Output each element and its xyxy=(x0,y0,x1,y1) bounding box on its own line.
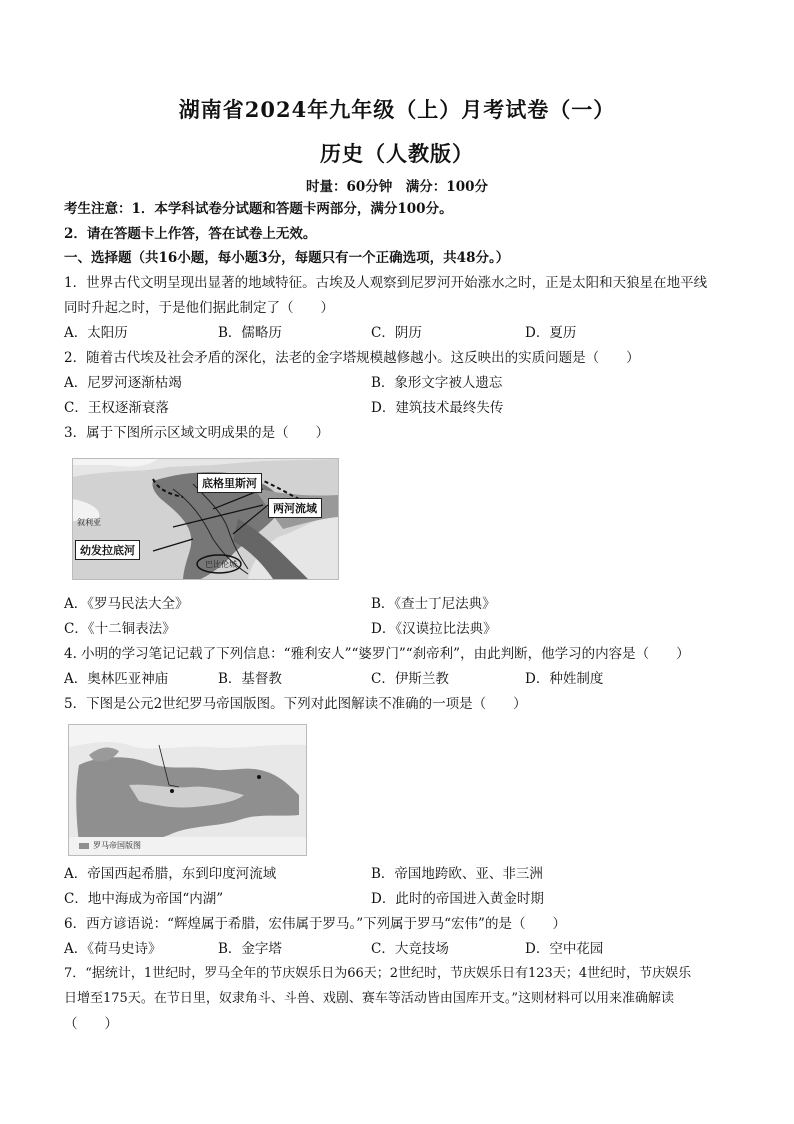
q6-option-c: C．大竞技场 xyxy=(371,941,449,957)
q3-stem: 3．属于下图所示区域文明成果的是（ ） xyxy=(64,425,330,441)
q1-stem-line-2: 同时升起之时，于是他们据此制定了（ ） xyxy=(64,300,334,316)
q4-option-d: D．种姓制度 xyxy=(525,671,604,687)
q7-stem-line-2: 日增至175天。在节日里，奴隶角斗、斗兽、戏剧、赛车等活动皆由国库开支。”这则材料可以用来准确解读 xyxy=(64,991,674,1006)
map-label-mesopotamia: 两河流域 xyxy=(268,498,322,518)
q6-stem: 6．西方谚语说：“辉煌属于希腊，宏伟属于罗马。”下列属于罗马“宏伟”的是（ ） xyxy=(64,916,566,932)
map-label-tigris: 底格里斯河 xyxy=(197,473,262,493)
q3-mesopotamia-map xyxy=(72,458,339,580)
q3-option-b: B．《查士丁尼法典》 xyxy=(371,596,496,612)
q5-option-b: B．帝国地跨欧、亚、非三洲 xyxy=(371,866,543,882)
q2-option-b: B．象形文字被人遗忘 xyxy=(371,375,503,391)
q2-option-c: C．王权逐渐衰落 xyxy=(64,400,169,416)
q1-option-c: C．阴历 xyxy=(371,325,422,341)
q2-stem: 2．随着古代埃及社会矛盾的深化，法老的金字塔规模越修越小。这反映出的实质问题是（ ） xyxy=(64,350,640,366)
exam-time-info: 时量：60分钟 满分：100分 xyxy=(306,179,488,195)
q5-option-a: A．帝国西起希腊，东到印度河流域 xyxy=(64,866,277,882)
q3-option-a: A．《罗马民法大全》 xyxy=(64,596,189,612)
q1-option-b: B．儒略历 xyxy=(218,325,282,341)
map-label-babylon: 巴比伦城 xyxy=(205,560,237,569)
exam-subject: 历史（人教版） xyxy=(320,141,474,166)
q7-stem-line-3: （ ） xyxy=(64,1016,118,1032)
notes-line-2: 2．请在答题卡上作答，答在试卷上无效。 xyxy=(64,226,317,242)
roman-empire-map-graphic xyxy=(69,725,306,855)
q4-stem: 4. 小明的学习笔记记载了下列信息：“雅利安人”“婆罗门”“刹帝利”，由此判断，他学习的内容是（ ） xyxy=(64,646,690,662)
map-label-euphrates: 幼发拉底河 xyxy=(75,540,140,560)
map-legend-roman-empire: 罗马帝国版图 xyxy=(93,841,141,850)
q5-option-d: D．此时的帝国进入黄金时期 xyxy=(371,891,544,907)
q6-option-a: A．《荷马史诗》 xyxy=(64,941,162,957)
q6-option-b: B．金字塔 xyxy=(218,941,282,957)
q2-option-d: D．建筑技术最终失传 xyxy=(371,400,504,416)
q4-option-b: B．基督教 xyxy=(218,671,282,687)
q1-option-a: A．太阳历 xyxy=(64,325,128,341)
q6-option-d: D．空中花园 xyxy=(525,941,604,957)
notes-line-1: 考生注意：1．本学科试卷分试题和答题卡两部分，满分100分。 xyxy=(64,201,453,217)
q5-roman-empire-map xyxy=(68,724,307,856)
q5-stem: 5．下图是公元2世纪罗马帝国版图。下列对此图解读不准确的一项是（ ） xyxy=(64,696,527,712)
q1-option-d: D．夏历 xyxy=(525,325,577,341)
q5-option-c: C．地中海成为帝国“内湖” xyxy=(64,891,224,907)
q4-option-a: A．奥林匹亚神庙 xyxy=(64,671,169,687)
q4-option-c: C．伊斯兰教 xyxy=(371,671,449,687)
section-heading: 一、选择题（共16小题，每小题3分，每题只有一个正确选项，共48分。） xyxy=(64,250,510,266)
q3-option-c: C．《十二铜表法》 xyxy=(64,621,176,637)
q1-stem-line-1: 1．世界古代文明呈现出显著的地域特征。古埃及人观察到尼罗河开始涨水之时，正是太阳和天狼星在地平线 xyxy=(64,275,708,291)
q2-option-a: A．尼罗河逐渐枯竭 xyxy=(64,375,182,391)
q3-option-d: D．《汉谟拉比法典》 xyxy=(371,621,497,637)
q7-stem-line-1: 7．“据统计，1世纪时，罗马全年的节庆娱乐日为66天；2世纪时，节庆娱乐日有123天；4世纪时，节庆娱乐 xyxy=(64,966,692,981)
exam-title: 湖南省2024年九年级（上）月考试卷（一） xyxy=(178,97,616,122)
map-label-syria: 叙利亚 xyxy=(77,518,101,527)
